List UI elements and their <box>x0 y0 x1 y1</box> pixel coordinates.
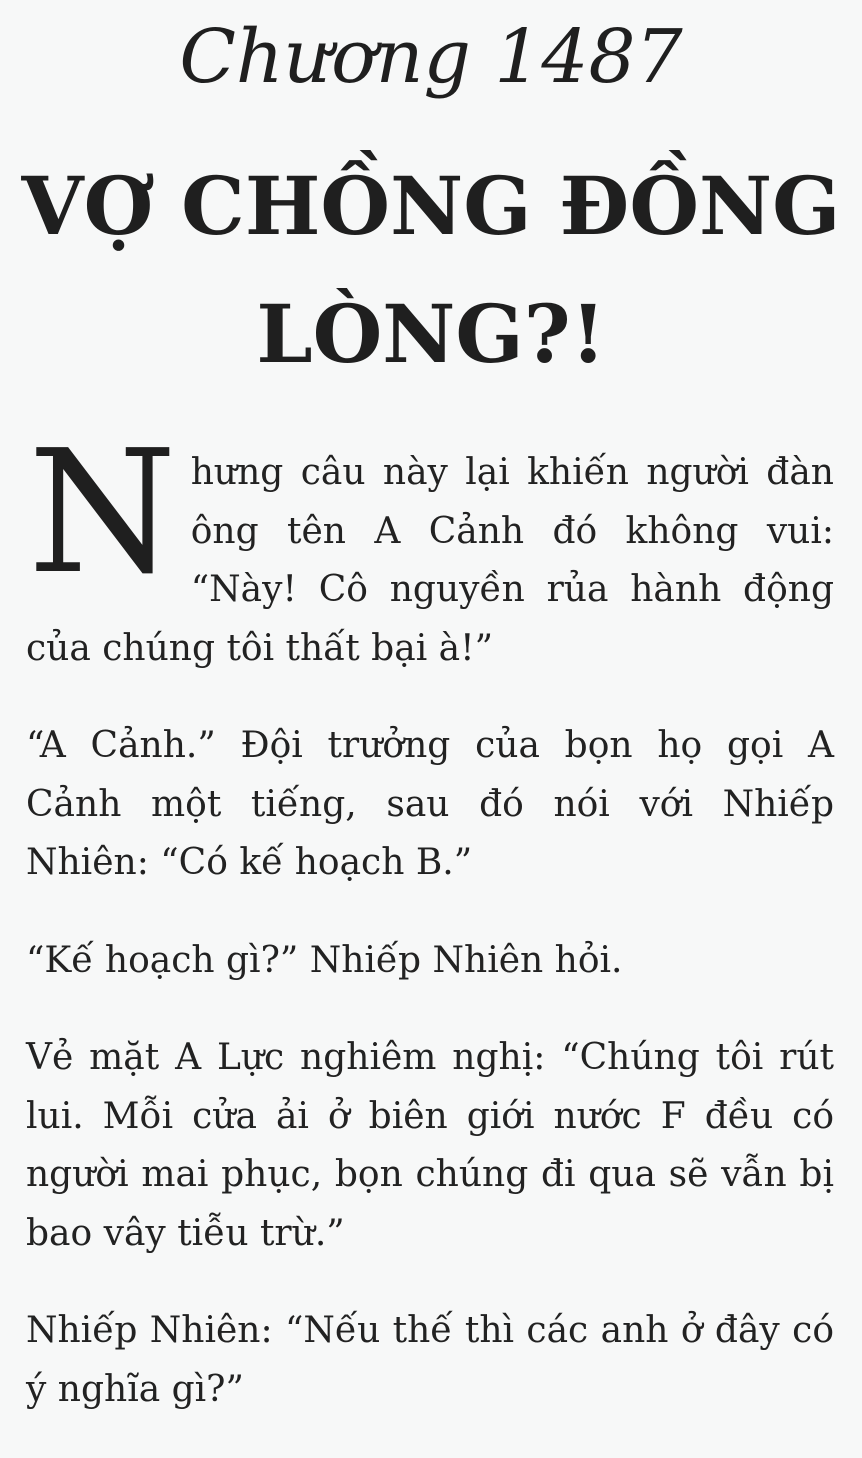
paragraph-5: Nhiếp Nhiên: “Nếu thế thì các anh ở đây có ý nghĩa gì?” <box>26 1310 834 1410</box>
chapter-title: VỢ CHỒNG ĐỒNG LÒNG?! <box>21 159 841 381</box>
paragraph-1-text: hưng câu này lại khiến người đàn ông tên A Cảnh đó không vui: “Này! Cô nguyền rủa hành động của chúng tôi thất bại à!” <box>26 452 834 669</box>
paragraph-2: “A Cảnh.” Đội trưởng của bọn họ gọi A Cảnh một tiếng, sau đó nói với Nhiếp Nhiên: “Có kế hoạch B.” <box>26 725 834 883</box>
chapter-content <box>26 414 834 1458</box>
chapter-number: Chương 1487 <box>179 14 683 100</box>
paragraph-1 <box>26 414 834 678</box>
paragraph-4: Vẻ mặt A Lực nghiêm nghị: “Chúng tôi rút lui. Mỗi cửa ải ở biên giới nước F đều có người mai phục, bọn chúng đi qua sẽ vẫn bị bao vây tiễu trừ.” <box>26 1037 834 1254</box>
paragraph-3: “Kế hoạch gì?” Nhiếp Nhiên hỏi. <box>26 939 623 981</box>
drop-cap: N <box>28 414 177 612</box>
